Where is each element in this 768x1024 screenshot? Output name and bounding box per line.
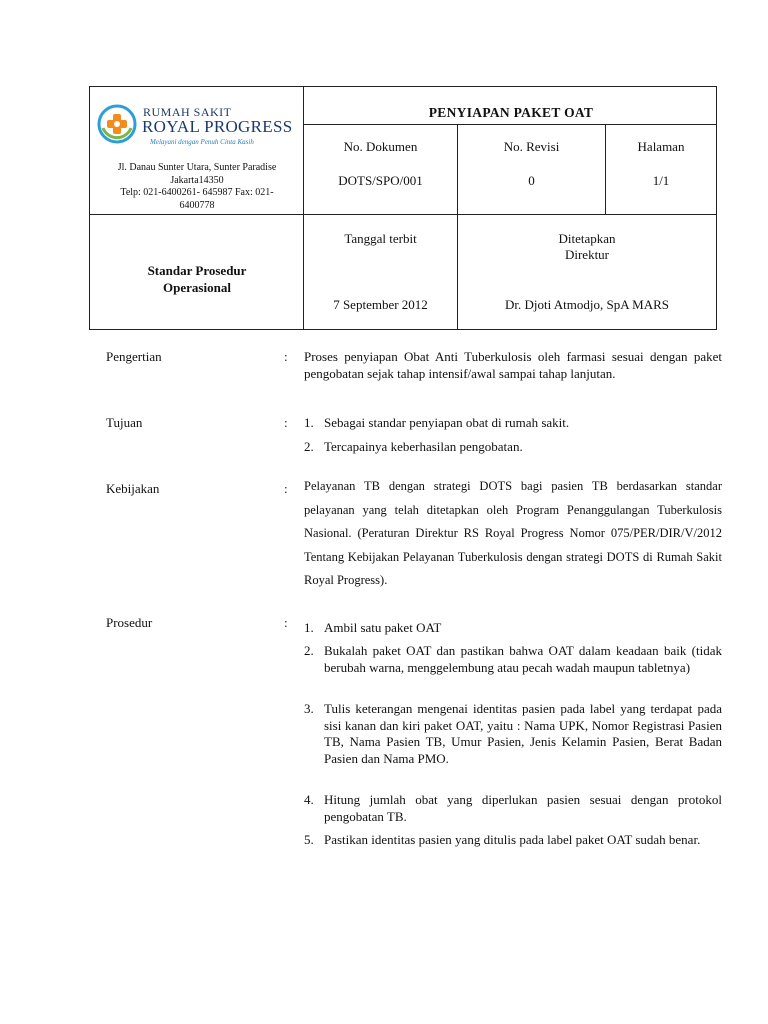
- no-revisi-label: No. Revisi: [503, 139, 560, 154]
- header-table: [89, 86, 717, 330]
- list-number: 2.: [304, 439, 314, 454]
- list-text: Pastikan identitas pasien yang ditulis pada label paket OAT sudah benar.: [324, 832, 701, 847]
- address-line: 6400778: [179, 199, 215, 211]
- halaman-label: Halaman: [637, 139, 685, 154]
- kebijakan-text: Pelayanan TB dengan strategi DOTS bagi pasien TB berdasarkan standar pelayanan yang telah ditetapkan oleh Program Penanggulangan Tuberkulosis Nasional. (Peraturan Direktur RS Royal Progress Nomor 075/PER/DIR/V/2012 Tentang Kebijakan Pelayanan Tuberkulosis dengan strategi DOTS di Rumah Sakit Royal Progress).: [304, 479, 722, 587]
- list-number: 4.: [304, 792, 314, 807]
- hospital-address: [96, 162, 298, 212]
- colon: :: [284, 415, 288, 430]
- address-line: Telp: 021-6400261- 645987 Fax: 021-: [120, 187, 274, 198]
- prosedur-label: Prosedur: [106, 615, 153, 630]
- list-item: [304, 643, 722, 676]
- list-number: 5.: [304, 832, 314, 847]
- sop-line: Standar Prosedur: [147, 263, 247, 278]
- pengertian-text: Proses penyiapan Obat Anti Tuberkulosis oleh farmasi sesuai dengan paket pengobatan sejak tahap intensif/awal sampai tahap lanjutan.: [304, 349, 722, 381]
- tanggal-terbit-value: 7 September 2012: [333, 297, 428, 312]
- list-text: Tulis keterangan mengenai identitas pasien pada label yang terdapat pada sisi kanan dan kiri paket OAT, yaitu : Nama UPK, Nomor Registrasi Pasien TB, Nama Pasien TB, Umur Pasien, Jenis Kelamin Pasien, Berat Badan Pasien dan Nama PMO.: [324, 701, 722, 766]
- colon: :: [284, 349, 288, 364]
- address-line: Jl. Danau Sunter Utara, Sunter Paradise: [117, 162, 277, 173]
- ditetapkan-label: Ditetapkan: [558, 231, 616, 246]
- list-number: 3.: [304, 701, 314, 716]
- logo-tagline: Melayani dengan Penuh Cinta Kasih: [150, 138, 254, 146]
- list-text: Tercapainya keberhasilan pengobatan.: [324, 439, 523, 454]
- sop-line: Operasional: [163, 280, 231, 295]
- logo-line2: ROYAL PROGRESS: [142, 117, 293, 136]
- tujuan-label: Tujuan: [106, 415, 143, 430]
- direktur-name: Dr. Djoti Atmodjo, SpA MARS: [505, 297, 669, 312]
- list-item: [304, 415, 722, 432]
- colon: :: [284, 615, 288, 630]
- no-dokumen-value: DOTS/SPO/001: [338, 173, 423, 188]
- sop-label: [90, 262, 304, 296]
- list-item: [304, 792, 722, 825]
- halaman-value: 1/1: [652, 173, 670, 188]
- list-text: Bukalah paket OAT dan pastikan bahwa OAT dalam keadaan baik (tidak berubah warna, menggelembung atau pecah wadah maupun tabletnya): [324, 643, 722, 675]
- document-title: PENYIAPAN PAKET OAT: [428, 105, 594, 120]
- list-item: [304, 701, 722, 767]
- divider: [605, 124, 606, 214]
- list-number: 2.: [304, 643, 314, 658]
- tanggal-terbit-label: Tanggal terbit: [344, 231, 417, 246]
- no-dokumen-label: No. Dokumen: [343, 139, 418, 154]
- logo-line1: RUMAH SAKIT: [143, 105, 232, 119]
- colon: :: [284, 481, 288, 496]
- divider: [303, 124, 716, 125]
- list-text: Hitung jumlah obat yang diperlukan pasien sesuai dengan protokol pengobatan TB.: [324, 792, 722, 824]
- list-text: Ambil satu paket OAT: [324, 620, 442, 635]
- list-item: [304, 832, 722, 849]
- list-item: [304, 620, 722, 637]
- list-number: 1.: [304, 415, 314, 430]
- address-line: Jakarta14350: [170, 174, 224, 186]
- hospital-logo-icon: [97, 104, 137, 144]
- pengertian-label: Pengertian: [106, 349, 162, 364]
- list-item: [304, 439, 722, 456]
- list-number: 1.: [304, 620, 314, 635]
- direktur-label: Direktur: [564, 247, 610, 262]
- list-text: Sebagai standar penyiapan obat di rumah sakit.: [324, 415, 570, 430]
- kebijakan-label: Kebijakan: [106, 481, 160, 496]
- no-revisi-value: 0: [528, 173, 535, 188]
